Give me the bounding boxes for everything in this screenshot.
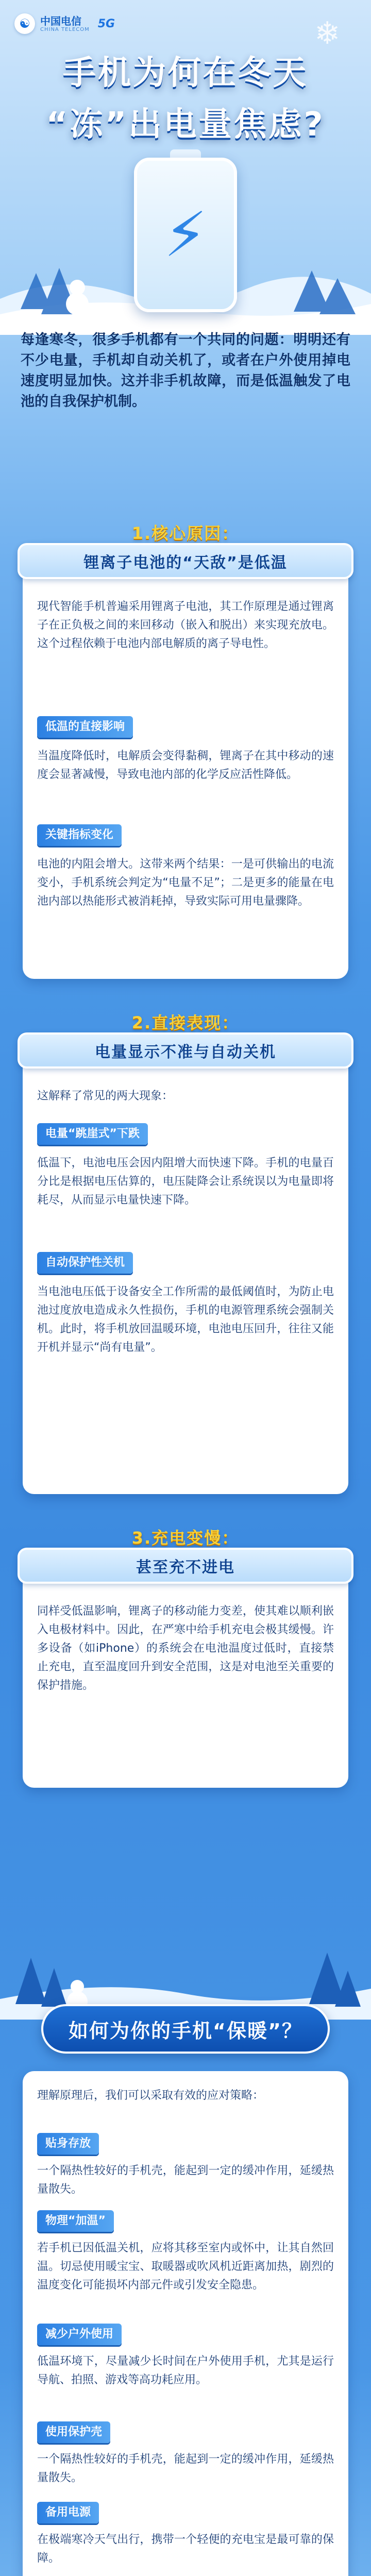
section4-paragraph-3: 若手机已因低温关机，应将其移至室内或怀中，让其自然回温。切忌使用暖宝宝、取暖器或吹风机近距离加热，剧烈的温度变化可能损坏内部元件或引发安全隐患。: [37, 2242, 334, 2292]
section1-subheading-2: 关键指标变化: [37, 824, 122, 846]
section1-subheading-1: 低温的直接影响: [37, 716, 133, 738]
china-telecom-logo-icon: ☯: [14, 13, 35, 34]
section4-paragraph-1: 理解原理后，我们可以采取有效的应对策略：: [37, 2089, 264, 2102]
section3-header: [18, 1548, 353, 1584]
page-title-line1: 手机为何在冬天: [63, 54, 308, 92]
intro-paragraph: 每逢寒冬，很多手机都有一个共同的问题：明明还有不少电量，手机却自动关机了，或者在户外使用掉电速度明显加快。这并非手机故障，而是低温触发了电池的自我保护机制。: [21, 332, 350, 410]
section2-subheading-2: 自动保护性关机: [37, 1252, 133, 1274]
battery-icon: [134, 149, 237, 314]
five-g-badge: 5G: [97, 17, 115, 30]
section1-paragraph-3: 电池的内阻会增大。这带来两个结果：一是可供输出的电流变小，手机系统会判定为“电量不足”；二是更多的能量在电池内部以热能形式被消耗掉，导致实际可用电量骤降。: [37, 858, 334, 908]
section3-heading: 甚至充不进电: [136, 1558, 235, 1577]
section4-subheading-4: 使用保护壳: [37, 2421, 110, 2443]
header: [0, 0, 371, 52]
section1-card: [23, 546, 348, 979]
section2-paragraph-1: 这解释了常见的两大现象：: [37, 1090, 174, 1103]
section3-paragraph-1: 同样受低温影响，锂离子的移动能力变差，使其难以顺利嵌入电极材料中。因此，在严寒中给手机充电会极其缓慢。许多设备（如iPhone）的系统会在电池温度过低时，直接禁止充电，直至温度回升到安全范围，这是对电池至关重要的保护措施。: [37, 1605, 334, 1692]
section4-badge: [41, 2004, 330, 2054]
section4-subheading-1: 贴身存放: [37, 2133, 99, 2155]
section1-paragraph-2: 当温度降低时，电解质会变得黏稠，锂离子在其中移动的速度会显著减慢，导致电池内部的化学反应活性降低。: [37, 750, 334, 781]
section2-subheading-1: 电量“跳崖式”下跌: [37, 1123, 148, 1145]
section4-subheading-2: 物理“加温”: [37, 2210, 114, 2232]
brand-logo: [14, 13, 115, 34]
section1-header: [18, 543, 353, 579]
section4-paragraph-6: 在极端寒冷天气出行，携带一个轻便的充电宝是最可靠的保障。: [37, 2533, 334, 2565]
section4-subheading-3: 减少户外使用: [37, 2324, 122, 2345]
section4-subheading-5: 备用电源: [37, 2502, 99, 2523]
section2-number: 2.直接表现：: [131, 1013, 240, 1032]
section2-paragraph-2: 低温下，电池电压会因内阻增大而快速下降。手机的电量百分比是根据电压估算的，电压陡降会让系统误以为电量即将耗尽，从而显示电量快速下降。: [37, 1157, 334, 1207]
brand-name: 中国电信: [40, 14, 81, 27]
section3-card: [23, 1551, 348, 1788]
section1-heading: 锂离子电池的“天敌”是低温: [83, 554, 288, 572]
section2-card: [23, 1036, 348, 1494]
section4-paragraph-2: 一个隔热性较好的手机壳，能起到一定的缓冲作用，延缓热量散失。: [37, 2164, 334, 2196]
section2-paragraph-3: 当电池电压低于设备安全工作所需的最低阈值时，为防止电池过度放电造成永久性损伤，手机的电源管理系统会强制关机。此时，将手机放回温暖环境，电池电压回升，往往又能开机并显示“尚有电量”。: [37, 1285, 334, 1354]
section4-paragraph-4: 低温环境下，尽量减少长时间在户外使用手机，尤其是运行导航、拍照、游戏等高功耗应用。: [37, 2355, 334, 2386]
section2-heading: 电量显示不准与自动关机: [95, 1043, 276, 1061]
section4-badge-text: 如何为你的手机“保暖”？: [69, 2019, 302, 2042]
section1-paragraph-1: 现代智能手机普遍采用锂离子电池，其工作原理是通过锂离子在正负极之间的来回移动（嵌入和脱出）来实现充放电。这个过程依赖于电池内部电解质的离子导电性。: [37, 600, 334, 650]
brand-sub: CHINA TELECOM: [40, 26, 90, 32]
section4-card: [23, 2071, 348, 2576]
section1-number: 1.核心原因：: [131, 523, 240, 543]
section4-paragraph-5: 一个隔热性较好的手机壳，能起到一定的缓冲作用，延缓热量散失。: [37, 2453, 334, 2484]
snowflake-icon: ❄: [314, 15, 341, 52]
section2-header: [18, 1032, 353, 1069]
lightning-bolt-icon: ⚡: [163, 199, 208, 271]
page-title-line2: “冻”出电量焦虑?: [46, 106, 325, 144]
section3-number: 3.充电变慢：: [131, 1528, 240, 1548]
